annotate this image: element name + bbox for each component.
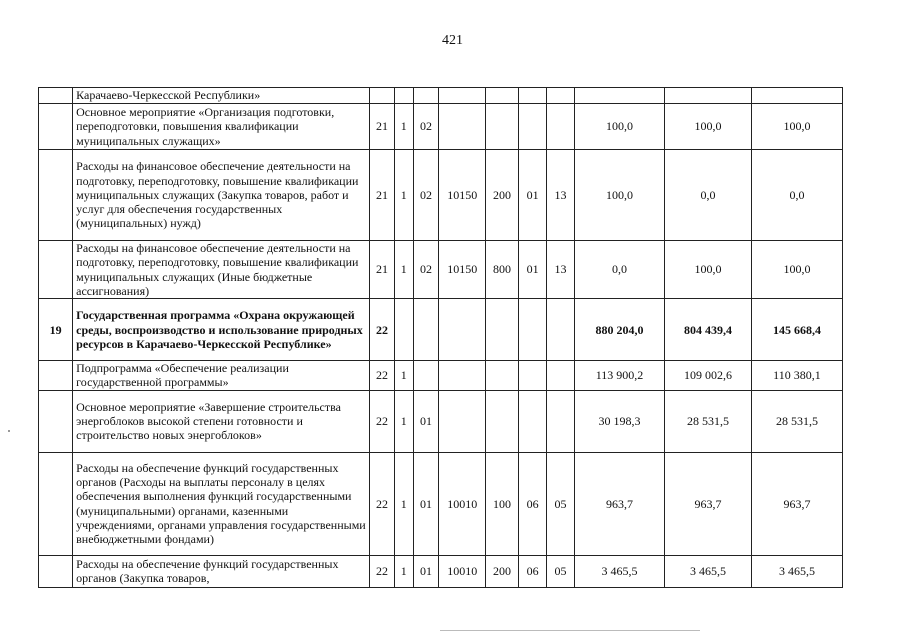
code-program: 21: [370, 150, 395, 241]
code-section: [519, 390, 547, 452]
code-subsection: 05: [547, 452, 575, 555]
table-row: [39, 390, 843, 452]
code-expense-type: [485, 390, 518, 452]
code-direction: [439, 299, 486, 361]
code-section: [519, 361, 547, 391]
amount-year-1: [574, 88, 664, 104]
amount-year-2: 109 002,6: [664, 361, 751, 391]
amount-year-3: 110 380,1: [751, 361, 842, 391]
code-expense-type: [485, 104, 518, 150]
table-row: [39, 555, 843, 587]
row-description: Расходы на финансовое обеспечение деятельности на подготовку, переподготовку, повышение квалификации муниципальных служащих (Иные бюджетные ассигнования): [73, 241, 370, 299]
amount-year-2: 100,0: [664, 241, 751, 299]
row-description: Расходы на обеспечение функций государственных органов (Расходы на выплаты персоналу в целях обеспечения выполнения функций государственными (муниципальными) органами, казенными учреждениями, органами управления государственными внебюджетными фондами): [73, 452, 370, 555]
code-activity: [413, 299, 439, 361]
amount-year-3: 3 465,5: [751, 555, 842, 587]
code-section: 01: [519, 241, 547, 299]
code-direction: [439, 104, 486, 150]
amount-year-3: 100,0: [751, 104, 842, 150]
code-expense-type: 200: [485, 150, 518, 241]
code-activity: 02: [413, 150, 439, 241]
amount-year-3: 28 531,5: [751, 390, 842, 452]
code-program: 22: [370, 299, 395, 361]
code-subprogram: 1: [394, 452, 413, 555]
row-number: [39, 555, 73, 587]
code-section: 06: [519, 452, 547, 555]
code-direction: 10150: [439, 150, 486, 241]
amount-year-1: 100,0: [574, 104, 664, 150]
amount-year-1: 100,0: [574, 150, 664, 241]
row-description: Расходы на обеспечение функций государственных органов (Закупка товаров,: [73, 555, 370, 587]
code-activity: 02: [413, 104, 439, 150]
code-activity: [413, 361, 439, 391]
amount-year-2: 28 531,5: [664, 390, 751, 452]
amount-year-1: 113 900,2: [574, 361, 664, 391]
scan-artifact: [8, 430, 10, 432]
code-expense-type: 100: [485, 452, 518, 555]
code-direction: 10010: [439, 555, 486, 587]
row-number: [39, 452, 73, 555]
table-row: [39, 88, 843, 104]
code-direction: 10010: [439, 452, 486, 555]
code-activity: [413, 88, 439, 104]
row-number: 19: [39, 299, 73, 361]
row-description: Основное мероприятие «Организация подготовки, переподготовки, повышения квалификации муниципальных служащих»: [73, 104, 370, 150]
code-subprogram: [394, 88, 413, 104]
code-activity: 02: [413, 241, 439, 299]
code-subprogram: 1: [394, 104, 413, 150]
code-activity: 01: [413, 390, 439, 452]
code-subsection: [547, 104, 575, 150]
code-program: 21: [370, 104, 395, 150]
amount-year-3: 145 668,4: [751, 299, 842, 361]
row-number: [39, 150, 73, 241]
code-section: [519, 299, 547, 361]
code-subprogram: 1: [394, 361, 413, 391]
code-activity: 01: [413, 452, 439, 555]
row-description: Подпрограмма «Обеспечение реализации государственной программы»: [73, 361, 370, 391]
code-subprogram: 1: [394, 555, 413, 587]
code-program: 22: [370, 390, 395, 452]
code-expense-type: [485, 361, 518, 391]
amount-year-2: 963,7: [664, 452, 751, 555]
amount-year-3: 100,0: [751, 241, 842, 299]
code-section: [519, 104, 547, 150]
code-program: 21: [370, 241, 395, 299]
code-program: 22: [370, 555, 395, 587]
code-subprogram: 1: [394, 241, 413, 299]
row-description: Государственная программа «Охрана окружающей среды, воспроизводство и использование природных ресурсов в Карачаево-Черкесской Республике»: [73, 299, 370, 361]
page-number: 421: [442, 33, 463, 48]
code-direction: [439, 390, 486, 452]
code-section: 06: [519, 555, 547, 587]
code-subsection: [547, 299, 575, 361]
code-direction: 10150: [439, 241, 486, 299]
table-row: [39, 104, 843, 150]
code-direction: [439, 88, 486, 104]
amount-year-2: 0,0: [664, 150, 751, 241]
code-expense-type: [485, 299, 518, 361]
code-program: 22: [370, 452, 395, 555]
amount-year-2: 100,0: [664, 104, 751, 150]
code-subsection: 05: [547, 555, 575, 587]
table-row: [39, 361, 843, 391]
row-number: [39, 361, 73, 391]
table-row: [39, 452, 843, 555]
row-number: [39, 241, 73, 299]
footer-divider: [440, 630, 700, 631]
code-subprogram: 1: [394, 390, 413, 452]
table-row: [39, 241, 843, 299]
amount-year-3: 963,7: [751, 452, 842, 555]
amount-year-2: 3 465,5: [664, 555, 751, 587]
row-number: [39, 390, 73, 452]
code-expense-type: [485, 88, 518, 104]
code-section: [519, 88, 547, 104]
code-direction: [439, 361, 486, 391]
code-section: 01: [519, 150, 547, 241]
row-description: Карачаево-Черкесской Республики»: [73, 88, 370, 104]
code-subsection: [547, 88, 575, 104]
amount-year-1: 963,7: [574, 452, 664, 555]
amount-year-3: [751, 88, 842, 104]
code-subsection: [547, 361, 575, 391]
amount-year-1: 0,0: [574, 241, 664, 299]
amount-year-1: 30 198,3: [574, 390, 664, 452]
code-subsection: 13: [547, 241, 575, 299]
amount-year-2: 804 439,4: [664, 299, 751, 361]
amount-year-2: [664, 88, 751, 104]
row-description: Расходы на финансовое обеспечение деятельности на подготовку, переподготовку, повышение квалификации муниципальных служащих (Закупка товаров, работ и услуг для обеспечения государственных (муниципальных) нужд): [73, 150, 370, 241]
row-number: [39, 88, 73, 104]
budget-table: [38, 87, 843, 588]
code-expense-type: 800: [485, 241, 518, 299]
table-row: [39, 150, 843, 241]
amount-year-3: 0,0: [751, 150, 842, 241]
code-subsection: 13: [547, 150, 575, 241]
amount-year-1: 3 465,5: [574, 555, 664, 587]
code-subsection: [547, 390, 575, 452]
row-description: Основное мероприятие «Завершение строительства энергоблоков высокой степени готовности и строительство новых энергоблоков»: [73, 390, 370, 452]
code-subprogram: 1: [394, 150, 413, 241]
code-expense-type: 200: [485, 555, 518, 587]
code-program: 22: [370, 361, 395, 391]
code-activity: 01: [413, 555, 439, 587]
code-program: [370, 88, 395, 104]
row-number: [39, 104, 73, 150]
code-subprogram: [394, 299, 413, 361]
amount-year-1: 880 204,0: [574, 299, 664, 361]
table-row: [39, 299, 843, 361]
